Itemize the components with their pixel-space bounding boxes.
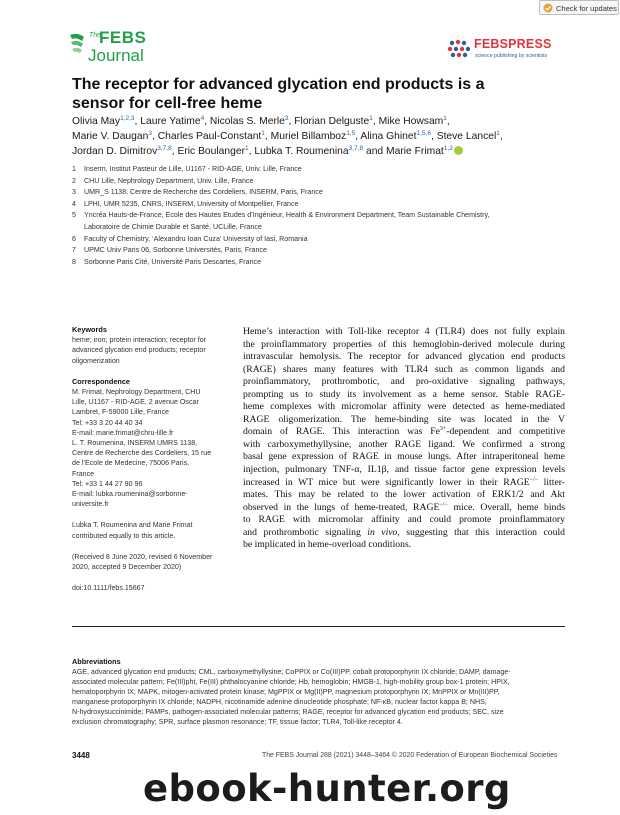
author-name: Nicolas S. Merle	[209, 116, 285, 127]
abbreviations-heading: Abbreviations	[72, 657, 121, 666]
affiliation-row	[72, 199, 567, 211]
author-name: Muriel Billamboz	[270, 130, 347, 142]
author-affiliation-marker: 3	[148, 129, 152, 137]
affiliation-number: 1	[72, 165, 76, 173]
abstract-line: basal gene expression of RAGE in mouse lungs. After intraperitoneal heme	[243, 451, 565, 463]
watermark: ebook-hunter.org	[143, 767, 511, 810]
author-affiliation-marker: 3,7,8	[348, 144, 364, 152]
affiliation-row	[72, 234, 567, 246]
superscript: 3+	[439, 426, 447, 433]
author-affiliation-marker: 3	[284, 115, 289, 122]
affiliation-row	[72, 164, 567, 176]
press-name: FEBSPRESS	[474, 37, 552, 51]
keywords-line: heme; iron; protein interaction; receptor for	[72, 336, 207, 345]
author-name: Lubka T. Roumenina	[254, 145, 349, 157]
section-divider	[72, 626, 565, 627]
doi-link[interactable]: doi:10.1111/febs.15667	[72, 584, 145, 593]
abstract-line: domain of RAGE. This interaction was $Fe^{3+}$-dependent and competitive	[243, 426, 565, 438]
correspondence-line: Lambret, F-59000 Lille, France	[72, 408, 169, 417]
check-updates-label: Check for updates	[556, 4, 617, 13]
abstract-line: heme complexes with micromolar affinity were detected as heme-mediated	[243, 401, 565, 413]
superscript: −/−	[529, 476, 539, 483]
author-name: Laure Yatime	[140, 116, 201, 127]
equal-contribution-note	[72, 520, 234, 540]
affiliation-row	[72, 257, 567, 269]
author-affiliation-marker: 1	[261, 129, 265, 137]
author-affiliation-marker: 1,2	[443, 144, 453, 152]
affiliation-number: 4	[72, 199, 76, 208]
abbreviations-line: hematoporphyrin IX; MAPK, mitogen-activated protein kinase; MgPPIX or Mg(II)PP, magnesium protoporphyrin IX; MnPPIX or Mn(III)PP,	[72, 688, 500, 697]
author-affiliation-marker: 1,5,6	[416, 129, 431, 137]
author-affiliation-marker: 1	[496, 129, 500, 137]
abbreviations-line: N-hydroxysuccinimide; PAMPs, pathogen-associated molecular patterns; RAGE, receptor for advanced glycation end products; SEC, size	[72, 708, 504, 717]
logo-journal: Journal	[88, 46, 144, 65]
affiliation-text: CHU Lille, Nephrology Department, Univ. Lille, France	[84, 176, 254, 185]
correspondence-line: Centre de Recherche des Cordeliers, 15 rue	[72, 449, 212, 458]
title-line-1: The receptor for advanced glycation end products is a	[72, 76, 485, 93]
abstract-line: with carboxymethyllysine, another RAGE ligand. We confirmed a strong	[243, 438, 565, 450]
abbreviations-text	[72, 667, 566, 728]
affiliation-text: Yncréa Hauts-de-France, Ecole des Hautes Etudes d’Ingénieur, Health & Environment Department, Team Sustainable Chemistry,	[84, 211, 490, 220]
affiliation-text: Laboratoire de Chimie Durable et Santé, UCLille, France	[84, 222, 262, 231]
febs-journal-mark-icon	[68, 33, 86, 57]
abbreviations-line: AGE, advanced glycation end products; CML, carboxymethyllysine; CoPPIX or Co(III)PP, cobalt protoporphyrin IX chloride; DAMP, damage-	[72, 668, 511, 676]
affiliation-text: UMR_S 1138, Centre de Recherche des Cordeliers, INSERM, Paris, France	[84, 188, 323, 197]
abstract-line: proinflammatory, prothrombotic, and pro-oxidative signaling pathways,	[243, 376, 565, 388]
received-line: 2020, accepted 9 December 2020)	[72, 563, 182, 572]
abstract-line: the proinflammatory properties of this hemoglobin-derived molecule during	[243, 338, 565, 350]
author-name: Alina Ghinet	[360, 130, 417, 142]
author-name: Charles Paul-Constant	[157, 130, 262, 142]
correspondence-text	[72, 387, 234, 509]
febs-press-dots-icon	[446, 38, 472, 60]
author-affiliation-marker: 1,2,3	[120, 115, 135, 122]
affiliation-number	[72, 222, 84, 234]
affiliation-row	[72, 176, 567, 188]
correspondence-line: France	[72, 469, 95, 478]
keywords-heading: Keywords	[72, 325, 107, 334]
affiliation-row	[72, 245, 567, 257]
author-name: Steve Lancel	[436, 130, 497, 142]
abstract-line: (RAGE) shares many features with TLR4 such as common ligands and	[243, 363, 565, 375]
affiliation-number: 7	[72, 246, 76, 255]
keywords-line: advanced glycation end products; receptor	[72, 346, 206, 355]
affiliation-number: 6	[72, 234, 76, 243]
abstract-line: Heme’s interaction with Toll-like receptor 4 (TLR4) does not fully explain	[243, 326, 565, 337]
author-list: Olivia May$^{1,2,3}$, Laure Yatime$^4$, Nicolas S. Merle$^3$, Florian Delguste$^1$, Mike Howsam$^1$, Marie V. Daugan$^3$, Charles Paul-Constant$^1$, Muriel Billamboz$^{1,5}$, Alina Ghinet$^{1,5,6}$, Steve Lancel$^1$, Jordan D. Dimitrov$^{3,7,8}$, Eric Boulanger$^1$, Lubka T. Roumenina$^{3,7,8}$ and Marie Frimat$^{1,2}$	[72, 115, 503, 157]
author-affiliation-marker: 1	[245, 144, 249, 152]
sidebar-info	[72, 325, 234, 593]
abstract-line: injection, pulmonary TNF-α, IL1β, and tissue factor gene expression levels	[243, 464, 565, 476]
equal-contribution-line: contributed equally to this article.	[72, 531, 176, 540]
abbreviations-line: manganese protoporphyrin IX chloride; NADPH, nicotinamide adenine dinucleotide phosphate; NF-κB, nuclear factor kappa B; NHS,	[72, 698, 487, 707]
affiliation-text: UPMC Univ Paris 06, Sorbonne Universités, Paris, France	[84, 246, 267, 255]
affiliation-row	[72, 187, 567, 199]
febs-press-logo	[446, 36, 566, 66]
abstract	[243, 326, 565, 552]
correspondence-line: M. Frimat, Nephrology Department, CHU	[72, 388, 201, 397]
logo-febs: FEBS	[99, 28, 147, 47]
received-line: (Received 8 June 2020, revised 6 November	[72, 552, 213, 561]
press-tagline: science publishing by scientists	[475, 53, 548, 59]
author-name: Eric Boulanger	[177, 145, 246, 157]
affiliation-text: Inserm, Institut Pasteur de Lille, U1167 - RID-AGE, Univ. Lille, France	[84, 165, 302, 173]
abbreviations-line: associated molecular pattern; Fe(III)pht, Fe(III) phthalocyanine chloride; Hb, hemoglobin; HMGB-1, high-mobility group box-1 protein; HPIX,	[72, 678, 510, 687]
received-dates	[72, 552, 234, 572]
correspondence-line: Lille, U1167 - RID-AGE, 2 avenue Oscar	[72, 398, 199, 407]
keywords-text	[72, 335, 234, 366]
correspondence-line: de l’Ecole de Medecine, 75006 Paris,	[72, 459, 190, 468]
abstract-line: mates. This may be related to the lower activation of ERK1/2 and Akt	[243, 489, 565, 501]
correspondence-line: Tel: +33 3 20 44 40 34	[72, 418, 143, 427]
affiliation-text: Faculty of Chemistry, ‘Alexandru Ioan Cuza’ University of Iasi, Romania	[84, 234, 308, 243]
author-affiliation-marker: 3,7,8	[157, 144, 172, 152]
abstract-line: prompting us to study its involvement as a heme sensor. Stable RAGE-	[243, 388, 565, 400]
abstract-line: to RAGE with micromolar affinity and could promote proinflammatory	[243, 514, 565, 526]
author-name: Jordan D. Dimitrov	[72, 145, 158, 157]
correspondence-line: E-mail: marie.frimat@chru-lille.fr	[72, 428, 174, 437]
affiliation-number: 3	[72, 188, 76, 197]
author-name: Olivia May	[72, 116, 121, 127]
keywords-line: oligomerization	[72, 356, 120, 365]
febs-journal-logo	[68, 27, 156, 73]
affiliation-text: Sorbonne Paris Cité, Université Paris Descartes, France	[84, 257, 262, 266]
author-affiliation-marker: 1	[443, 115, 447, 122]
author-name: Florian Delguste	[294, 116, 370, 127]
affiliation-row	[72, 210, 567, 222]
abstract-line: observed in the lungs of heme-treated, RAGE−/− mice. Overall, heme binds	[243, 501, 565, 513]
author-name: Marie Frimat	[386, 145, 444, 157]
italic-text: in vivo	[367, 526, 398, 538]
author-name: Marie V. Daugan	[72, 130, 149, 142]
footer-citation: The FEBS Journal 288 (2021) 3448–3464 © 2020 Federation of European Biochemical Societies	[262, 752, 558, 759]
check-updates-icon	[543, 3, 553, 13]
correspondence-line: L. T. Roumenina, INSERM UMRS 1138,	[72, 439, 198, 448]
correspondence-heading: Correspondence	[72, 376, 130, 386]
author-affiliation-marker: 1	[369, 115, 373, 122]
affiliation-text: LPHI, UMR 5235, CNRS, INSERM, University of Montpellier, France	[84, 199, 299, 208]
affiliation-number: 8	[72, 257, 76, 266]
author-affiliation-marker: 1,5	[346, 129, 356, 137]
abbreviations-line: exclusion chromatography; SPR, surface plasmon resonance; TF, tissue factor; TLR4, Toll-like receptor 4.	[72, 718, 403, 727]
check-for-updates-button[interactable]	[539, 0, 619, 15]
correspondence-line: Tel: +33 1 44 27 90 96	[72, 479, 143, 488]
affiliation-number: 5	[72, 211, 76, 220]
affiliation-list	[72, 164, 567, 268]
page-number: 3448	[72, 751, 90, 760]
affiliation-number: 2	[72, 176, 76, 185]
correspondence-line: universite.fr	[72, 500, 109, 509]
title-line-2: sensor for cell-free heme	[72, 95, 263, 112]
correspondence-line: E-mail: lubka.roumenina@sorbonne-	[72, 490, 188, 499]
orcid-icon	[454, 146, 463, 155]
superscript: −/−	[439, 501, 448, 508]
abstract-line: and prothrombotic signaling in vivo, suggesting that this interaction could	[243, 526, 565, 538]
equal-contribution-line: Lubka T. Roumenina and Marie Frimat	[72, 521, 193, 530]
abstract-line: increased in WT mice but were significantly lower in their RAGE−/− litter-	[243, 476, 565, 488]
author-affiliation-marker: 4	[200, 115, 205, 122]
author-name: Mike Howsam	[378, 116, 444, 127]
affiliation-row	[72, 222, 567, 234]
abstract-line: RAGE oligomerization. The heme-binding site was located in the V	[243, 413, 565, 425]
logo-the: The	[89, 32, 102, 39]
article-title	[72, 75, 552, 113]
abstract-line: be implicated in heme-overload conditions.	[243, 539, 412, 551]
abstract-line: intravascular hemolysis. The receptor for advanced glycation end products	[243, 351, 565, 363]
